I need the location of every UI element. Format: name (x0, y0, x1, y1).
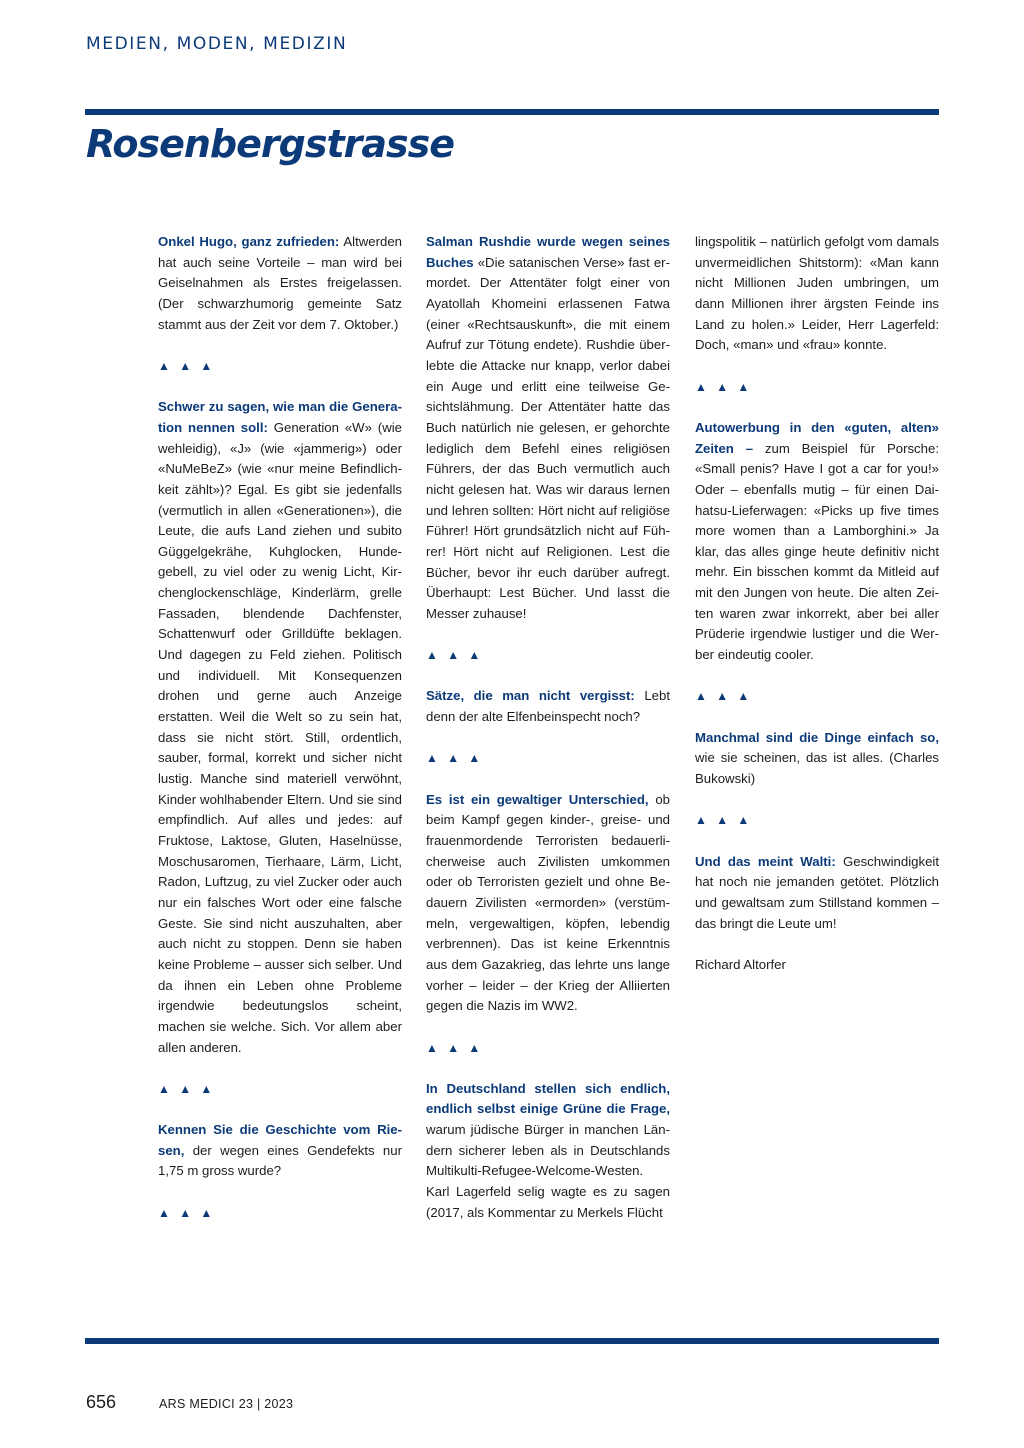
column-3 (695, 232, 939, 976)
paragraph-text: Lebt denn der alte Elfenbeinspecht noch? (426, 688, 670, 725)
separator-triangles: ▲ ▲ ▲ (695, 813, 753, 828)
paragraph-lead: Es ist ein gewaltiger Unterschied, (426, 791, 649, 807)
paragraph-text: Geschwindigkeit hat noch nie jemanden getötet. Plötzlich und gewaltsam zum Stillstand kommen – das bringt die Leute um! (695, 853, 939, 931)
separator-triangles: ▲ ▲ ▲ (695, 379, 753, 394)
paragraph-rushdie (426, 232, 670, 624)
page-number: 656 (86, 1392, 117, 1412)
paragraph-lead: Sätze, die man nicht vergisst: (426, 688, 635, 704)
separator-triangles: ▲ ▲ ▲ (158, 1205, 216, 1220)
paragraph-text: wie sie scheinen, das ist alles. (Charles Bukowski) (695, 750, 939, 786)
paragraph-unterschied (426, 790, 670, 1017)
paragraph-lead: Schwer zu sagen, wie man die Generation nennen soll: (158, 399, 402, 435)
paragraph-onkel-hugo (158, 232, 402, 335)
paragraph-autowerbung (695, 418, 939, 666)
journal-issue: ARS MEDICI 23 | 2023 (159, 1397, 294, 1411)
bottom-rule (85, 1338, 939, 1344)
author-name: Richard Altorfer (695, 956, 786, 972)
separator-triangles: ▲ ▲ ▲ (426, 648, 484, 663)
separator-triangles: ▲ ▲ ▲ (158, 1081, 216, 1096)
paragraph-lead: Onkel Hugo, ganz zufrieden: (158, 234, 340, 249)
column-2 (426, 232, 670, 1223)
paragraph-text: «Die satanischen Verse» fast ermordet. Der Attentäter folgt einer von Ayatollah Khomeini erlassenen Fatwa (einer «Rechtsauskunft», die mit einem Aufruf zur Tötung endete). Rushdie überlebte die Attacke nur knapp, verlor dabei ein Auge und erlitt eine teilweise Gesichtslähmung. Der Attentäter hatte das Buch natürlich nie gelesen, er gehorchte lediglich dem Befehl eines religiösen Führers, der das Buch vermutlich auch nicht gelesen hat. Was wir daraus lernen und lehren sollten: Hört nicht auf religiöse Führer! Hört grundsätzlich nicht auf Führer! Hört nicht auf Religionen. Lest die Bücher, bevor ihr euch darüber aufregt. Überhaupt: Lest Bücher. Und lasst die Messer zuhause! (426, 254, 670, 621)
separator-triangles: ▲ ▲ ▲ (426, 751, 484, 766)
paragraph-text: warum jüdische Bürger in manchen Ländern sicherer leben als in Deutschlands Multikulti-Refugee-Welcome-Westen. Karl Lagerfeld selig wagte es zu sagen (2017, als Kommentar zu Merkels Flücht (426, 1122, 670, 1220)
paragraph-lead: Manchmal sind die Dinge einfach so, (695, 729, 939, 745)
paragraph-lead: Und das meint Walti: (695, 853, 836, 869)
paragraph-text: Generation «W» (wie wehleidig), «J» (wie «jammerig») oder «NuMeBeZ» (wie «nur meine Befindlichkeit zählt»)? Egal. Es gibt sie jedenfalls (vermutlich in allen «Generationen»), die Leute, die aufs Land ziehen und subito Güggelgekrähe, Kuhglocken, Hundegebell, zu viel oder zu wenig Licht, Kirchenglockenschläge, Kinderlärm, grelle Fassaden, blendende Dachfenster, Schattenwurf oder Grilldüfte beklagen. Und dagegen zu Feld ziehen. Politisch und individuell. Mit Konsequenzen drohen und gerne auch Anzeige erstatten. Weil die Welt so zu sein hat, dass sie nicht stört. Still, ordentlich, sauber, formal, korrekt und sicher nicht lustig. Manche sind materiell verwöhnt, Kinder wohlhabender Eltern. Und sie sind empfindlich. Auf alles und jedes: auf Fruktose, Laktose, Gluten, Haselnüsse, Moschusaromen, Tierhaare, Lärm, Licht, Radon, Luftzug, zu viel Zucker oder auch nur ein falsches Wort oder eine falsche Geste. Sie sind nicht auszuhalten, aber auch nicht zu stoppen. Denn sie haben keine Probleme – ausser sich selber. Und da ihnen ein Leben ohne Probleme irgendwie bedeutungslos scheint, machen sie welche. Sich. Vor allem aber allen anderen. (158, 419, 402, 1055)
paragraph-deutschland (426, 1079, 670, 1224)
paragraph-saetze (426, 686, 670, 727)
paragraph-riese (158, 1120, 402, 1182)
paragraph-lead: Salman Rushdie wurde wegen seines Buches (426, 234, 670, 270)
separator-triangles: ▲ ▲ ▲ (426, 1040, 484, 1055)
top-rule (85, 109, 939, 115)
paragraph-lead: Autowerbung in den «guten, alten» Zeiten – (695, 419, 939, 456)
column-1 (158, 232, 402, 1223)
separator-triangles: ▲ ▲ ▲ (158, 358, 216, 373)
paragraph-text: der wegen eines Gendefekts nur 1,75 m gross wurde? (158, 1142, 402, 1179)
paragraph-lead: Kennen Sie die Geschichte vom Riesen, (158, 1122, 402, 1158)
paragraph-text: zum Beispiel für Porsche: «Small penis? Have I got a car for you!» Oder – ebenfalls mutig – für einen Daihatsu-Lieferwagen: «Picks up five times more women than a Lamborghini.» Ja klar, das alles ginge heute definitiv nicht mehr. Ein bisschen kommt da Mitleid auf mit den Jungen von heute. Die alten Zeiten waren zwar inkorrekt, aber bei aller Prüderie irgendwie lustiger und die Werber eindeutig cooler. (695, 440, 939, 663)
paragraph-text: Altwerden hat auch seine Vorteile – man wird bei Geiselnahmen als Erstes freigelassen. (Der schwarzhumorig gemeinte Satz stammt aus der Zeit vor dem 7. Oktober.) (158, 234, 402, 332)
paragraph-generation (158, 397, 402, 1058)
paragraph-bukowski (695, 728, 939, 790)
paragraph-lead: In Deutschland stellen sich endlich, endlich selbst einige Grüne die Frage, (426, 1080, 670, 1117)
separator-triangles: ▲ ▲ ▲ (695, 689, 753, 704)
paragraph-text: ob beim Kampf gegen kinder-, greise- und frauenmordende Terroristen bedauerlicherweise auch Zivilisten umkommen oder ob Terroristen gezielt und ohne Bedauern Zivilisten «ermorden» (verstümmeln, vergewaltigen, köpfen, lebendig verbrennen). Das ist keine Erkenntnis aus dem Gazakrieg, das lehrte uns lange vorher – leider – der Krieg der Alliierten gegen die Nazis im WW2. (426, 791, 670, 1014)
paragraph-lagerfeld-continued: lingspolitik – natürlich gefolgt vom damals unvermeidlichen Shitstorm): «Man kann nicht Millionen Juden umbringen, um dann Millionen ihrer ärgsten Feinde ins Land zu holen.» Leider, Herr Lagerfeld: Doch, «man» und «frau» konnte. (695, 234, 939, 353)
paragraph-walti (695, 852, 939, 935)
article-title: Rosenbergstrasse (86, 122, 455, 166)
section-heading: MEDIEN, MODEN, MEDIZIN (86, 34, 348, 54)
